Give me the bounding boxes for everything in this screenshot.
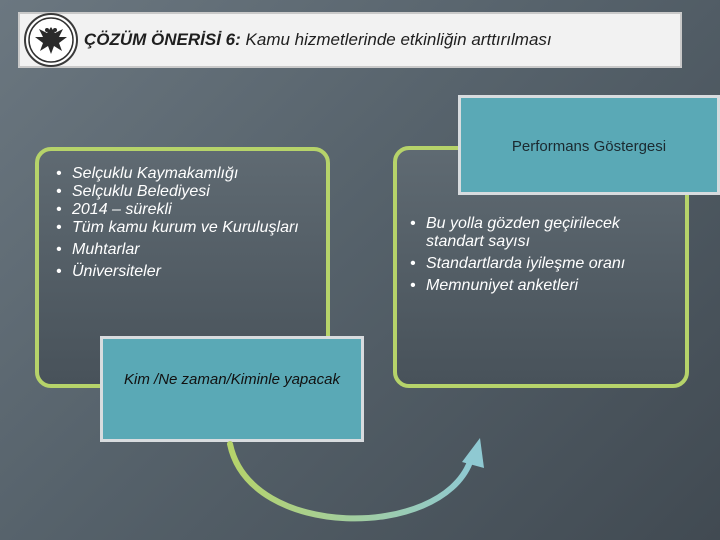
list-item: • Selçuklu Belediyesi — [56, 183, 316, 201]
list-item: • Muhtarlar — [56, 241, 316, 259]
page-title — [84, 30, 552, 50]
who-when-label: Kim /Ne zaman/Kiminle yapacak — [124, 371, 340, 388]
left-panel-list — [56, 165, 316, 281]
list-item: • 2014 – sürekli — [56, 201, 316, 219]
title-bar — [18, 12, 682, 68]
performance-indicator-label: Performans Göstergesi — [511, 138, 667, 155]
list-item: • Standartlarda iyileşme oranı — [410, 255, 680, 273]
eagle-logo-icon — [24, 13, 78, 67]
title-rest: Kamu hizmetlerinde etkinliğin arttırılması — [240, 30, 552, 49]
right-panel-list — [410, 215, 680, 299]
title-prefix: ÇÖZÜM ÖNERİSİ 6: — [84, 30, 241, 49]
list-item: • Üniversiteler — [56, 263, 316, 281]
who-when-box — [100, 336, 364, 442]
list-item: • Bu yolla gözden geçirilecek standart sayısı — [410, 215, 680, 251]
list-item: • Selçuklu Kaymakamlığı — [56, 165, 316, 183]
performance-indicator-box — [458, 95, 720, 195]
list-item: • Memnuniyet anketleri — [410, 277, 680, 295]
list-item: • Tüm kamu kurum ve Kuruluşları — [56, 219, 316, 237]
